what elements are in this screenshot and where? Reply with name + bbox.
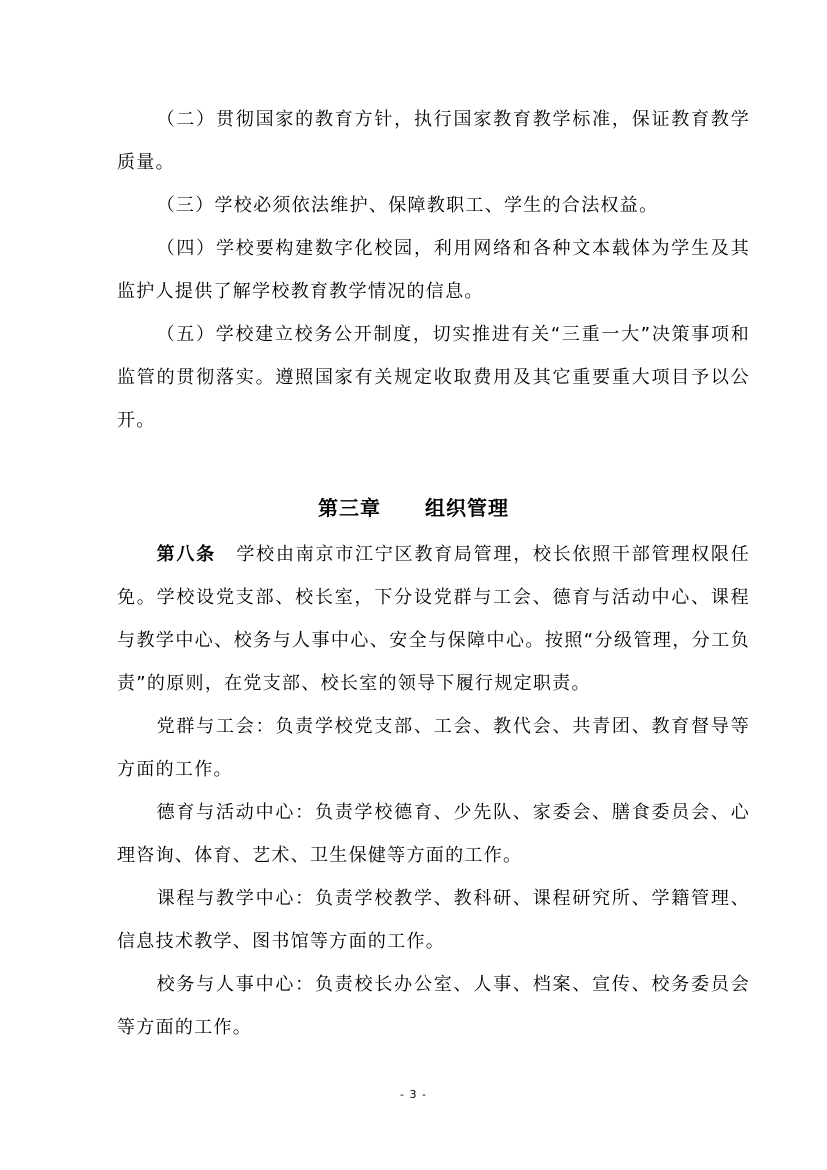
article-paragraph [117, 533, 750, 705]
chapter-heading [0, 492, 827, 521]
duty-paragraph-affairs: 校务与人事中心：负责校长办公室、人事、档案、宣传、校务委员会等方面的工作。 [117, 974, 750, 1038]
section-top-paragraphs [117, 98, 750, 442]
page-number: - 3 - [400, 1088, 427, 1101]
paragraph-item-2: （二）贯彻国家的教育方针，执行国家教育教学标准，保证教育教学质量。 [117, 109, 750, 173]
duty-paragraph-moral: 德育与活动中心：负责学校德育、少先队、家委会、膳食委员会、心理咨询、体育、艺术、卫生保健等方面的工作。 [117, 802, 750, 866]
article-label: 第八条 [156, 544, 216, 565]
duty-paragraph-party: 党群与工会：负责学校党支部、工会、教代会、共青团、教育督导等方面的工作。 [117, 716, 750, 780]
article-text: 学校由南京市江宁区教育局管理，校长依照干部管理权限任免。学校设党支部、校长室，下分设党群与工会、德育与活动中心、课程与教学中心、校务与人事中心、安全与保障中心。按照“分级管理，分工负责”的原则，在党支部、校长室的领导下履行规定职责。 [117, 544, 750, 694]
paragraph-item-5: （五）学校建立校务公开制度，切实推进有关“三重一大”决策事项和监管的贯彻落实。遵照国家有关规定收取费用及其它重要重大项目予以公开。 [117, 324, 750, 431]
section-bottom-paragraphs [117, 533, 750, 1049]
paragraph-item-3: （三）学校必须依法维护、保障教职工、学生的合法权益。 [156, 195, 659, 216]
chapter-title: 组织管理 [425, 496, 509, 520]
paragraph-item-4: （四）学校要构建数字化校园，利用网络和各种文本载体为学生及其监护人提供了解学校教育教学情况的信息。 [117, 238, 750, 302]
duty-paragraph-curriculum: 课程与教学中心：负责学校教学、教科研、课程研究所、学籍管理、信息技术教学、图书馆等方面的工作。 [117, 888, 750, 952]
chapter-number: 第三章 [318, 496, 381, 520]
